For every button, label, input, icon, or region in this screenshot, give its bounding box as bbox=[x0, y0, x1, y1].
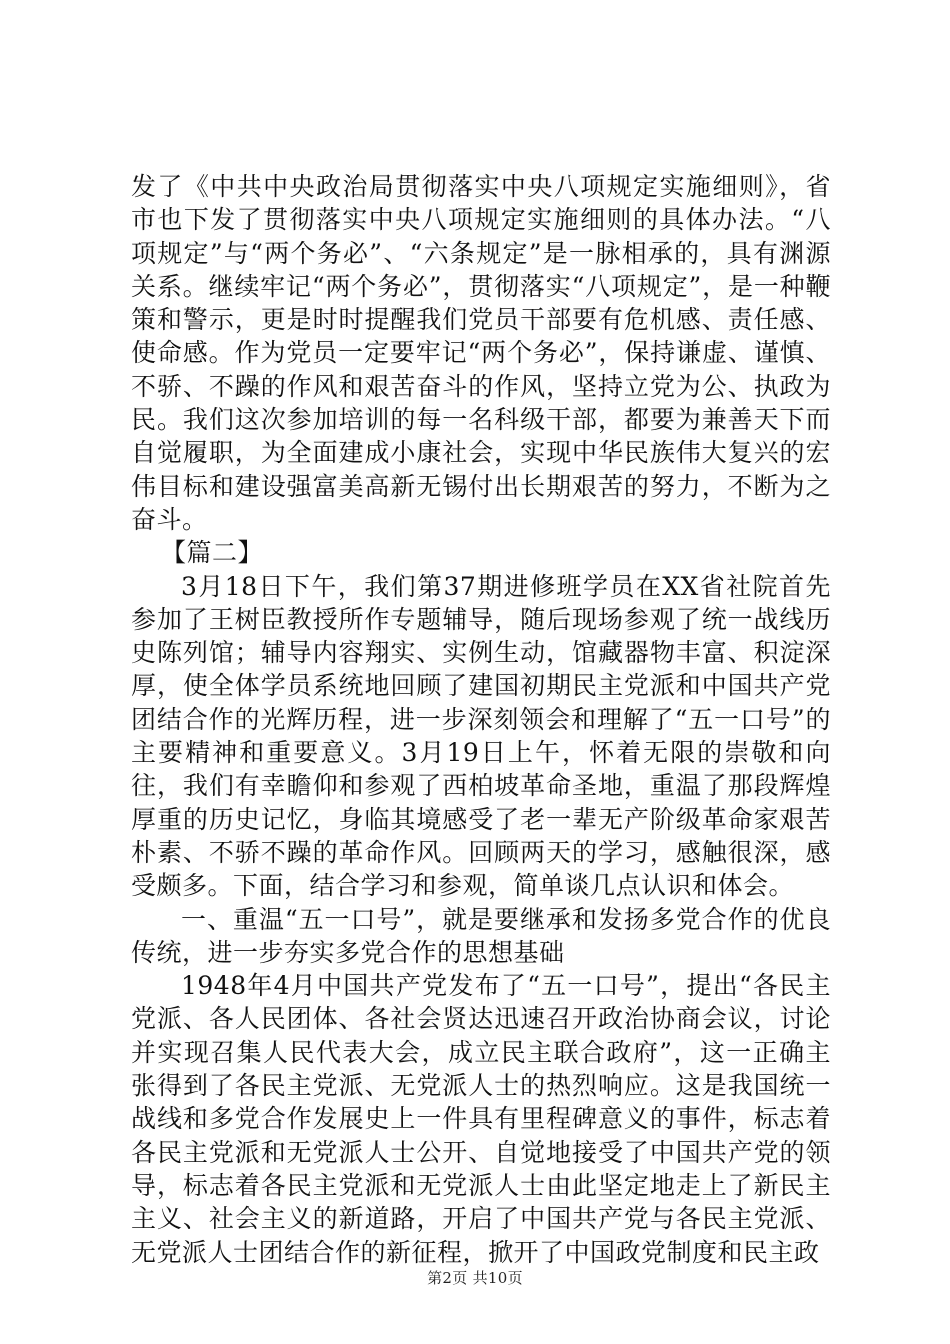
paragraph-study-visit: 3月18日下午，我们第37期进修班学员在XX省社院首先参加了王树臣教授所作专题辅导，随后现场参观了统一战线历史陈列馆；辅导内容翔实、实例生动，馆藏器物丰富、积淀深厚，使全体学员系统地回顾了建国初期民主党派和中国共产党团结合作的光辉历程，进一步深刻领会和理解了“五一口号”的主要精神和重要意义。3月19日上午，怀着无限的崇敬和向往，我们有幸瞻仰和参观了西柏坡革命圣地，重温了那段辉煌厚重的历史记忆，身临其境感受了老一辈无产阶级革命家艰苦朴素、不骄不躁的革命作风。回顾两天的学习，感触很深，感受颇多。下面，结合学习和参观，简单谈几点认识和体会。 bbox=[131, 571, 831, 901]
paragraph-continued: 发了《中共中央政治局贯彻落实中央八项规定实施细则》，省市也下发了贯彻落实中央八项规定实施细则的具体办法。“八项规定”与“两个务必”、“六条规定”是一脉相承的，具有渊源关系。继续牢记“两个务必”，贯彻落实“八项规定”，是一种鞭策和警示，更是时时提醒我们党员干部要有危机感、责任感、使命感。作为党员一定要牢记“两个务必”，保持谦虚、谨慎、不骄、不躁的作风和艰苦奋斗的作风，坚持立党为公、执政为民。我们这次参加培训的每一名科级干部，都要为兼善天下而自觉履职，为全面建成小康社会，实现中华民族伟大复兴的宏伟目标和建设强富美高新无锡付出长期艰苦的努力，不断为之奋斗。 bbox=[131, 172, 831, 534]
page-number-indicator: 第2页 共10页 bbox=[427, 1269, 523, 1287]
document-body bbox=[131, 170, 831, 1269]
paragraph-subheading-one: 一、重温“五一口号”，就是要继承和发扬多党合作的优良传统，进一步夯实多党合作的思想基础 bbox=[131, 904, 831, 967]
page-footer bbox=[0, 1267, 950, 1288]
paragraph-may-day-slogan: 1948年4月中国共产党发布了“五一口号”，提出“各民主党派、各人民团体、各社会贤达迅速召开政治协商会议，讨论并实现召集人民代表大会，成立民主联合政府”，这一正确主张得到了各民主党派、无党派人士的热烈响应。这是我国统一战线和多党合作发展史上一件具有里程碑意义的事件，标志着各民主党派和无党派人士公开、自觉地接受了中国共产党的领导，标志着各民主党派和无党派人士由此坚定地走上了新民主主义、社会主义的新道路，开启了中国共产党与各民主党派、无党派人士团结合作的新征程，掀开了中国政党制度和民主政 bbox=[131, 971, 831, 1267]
section-heading-part-two: 【篇二】 bbox=[161, 538, 264, 568]
